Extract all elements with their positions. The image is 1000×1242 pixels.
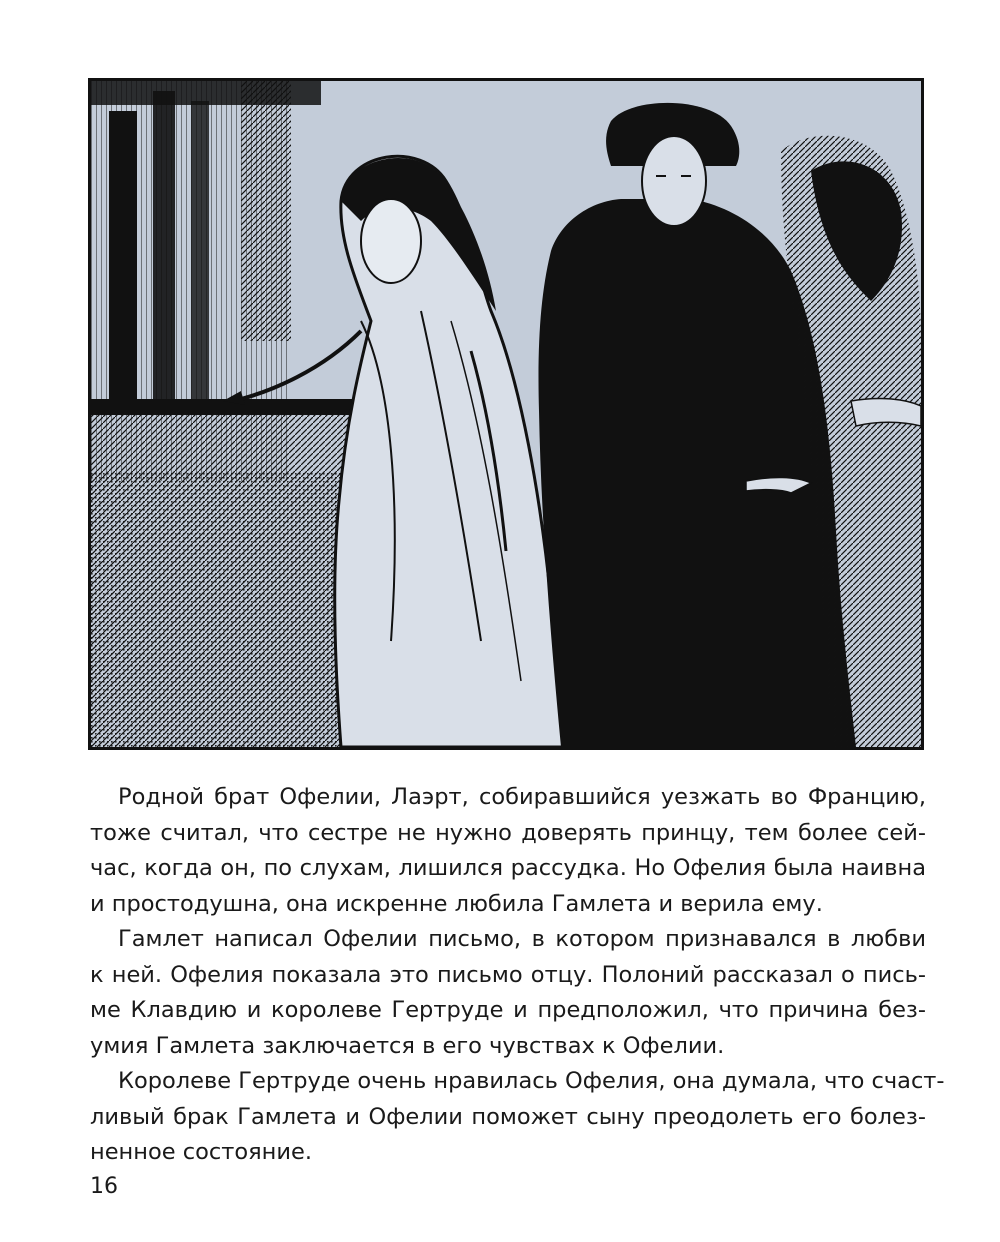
paragraph bbox=[90, 922, 926, 1064]
text-line: Королеве Гертруде очень нравилась Офелия, она думала, что счаст- bbox=[118, 1068, 945, 1094]
text-line: и простодушна, она искренне любила Гамлета и верила ему. bbox=[90, 890, 823, 917]
paragraph bbox=[90, 780, 926, 922]
text-line: ливый брак Гамлета и Офелии поможет сыну преодолеть его болез- bbox=[90, 1103, 926, 1130]
text-line: тоже считал, что сестре не нужно доверять принцу, тем более сей- bbox=[90, 819, 926, 846]
page-number: 16 bbox=[90, 1174, 118, 1199]
text-line: Родной брат Офелии, Лаэрт, собиравшийся уезжать во Францию, bbox=[118, 784, 926, 810]
text-line: умия Гамлета заключается в его чувствах к Офелии. bbox=[90, 1032, 725, 1059]
illustration-engraving bbox=[88, 78, 924, 750]
paragraph bbox=[90, 1064, 945, 1171]
text-line: час, когда он, по слухам, лишился рассудка. Но Офелия была наивна bbox=[90, 855, 926, 881]
text-line: к ней. Офелия показала это письмо отцу. Полоний рассказал о пись- bbox=[90, 961, 926, 988]
text-line: ме Клавдию и королеве Гертруде и предположил, что причина без- bbox=[90, 997, 926, 1023]
text-line: Гамлет написал Офелии письмо, в котором признавался в любви bbox=[118, 926, 926, 952]
text-line: ненное состояние. bbox=[90, 1139, 312, 1165]
body-text bbox=[90, 780, 945, 1171]
engraving-image bbox=[91, 81, 921, 747]
